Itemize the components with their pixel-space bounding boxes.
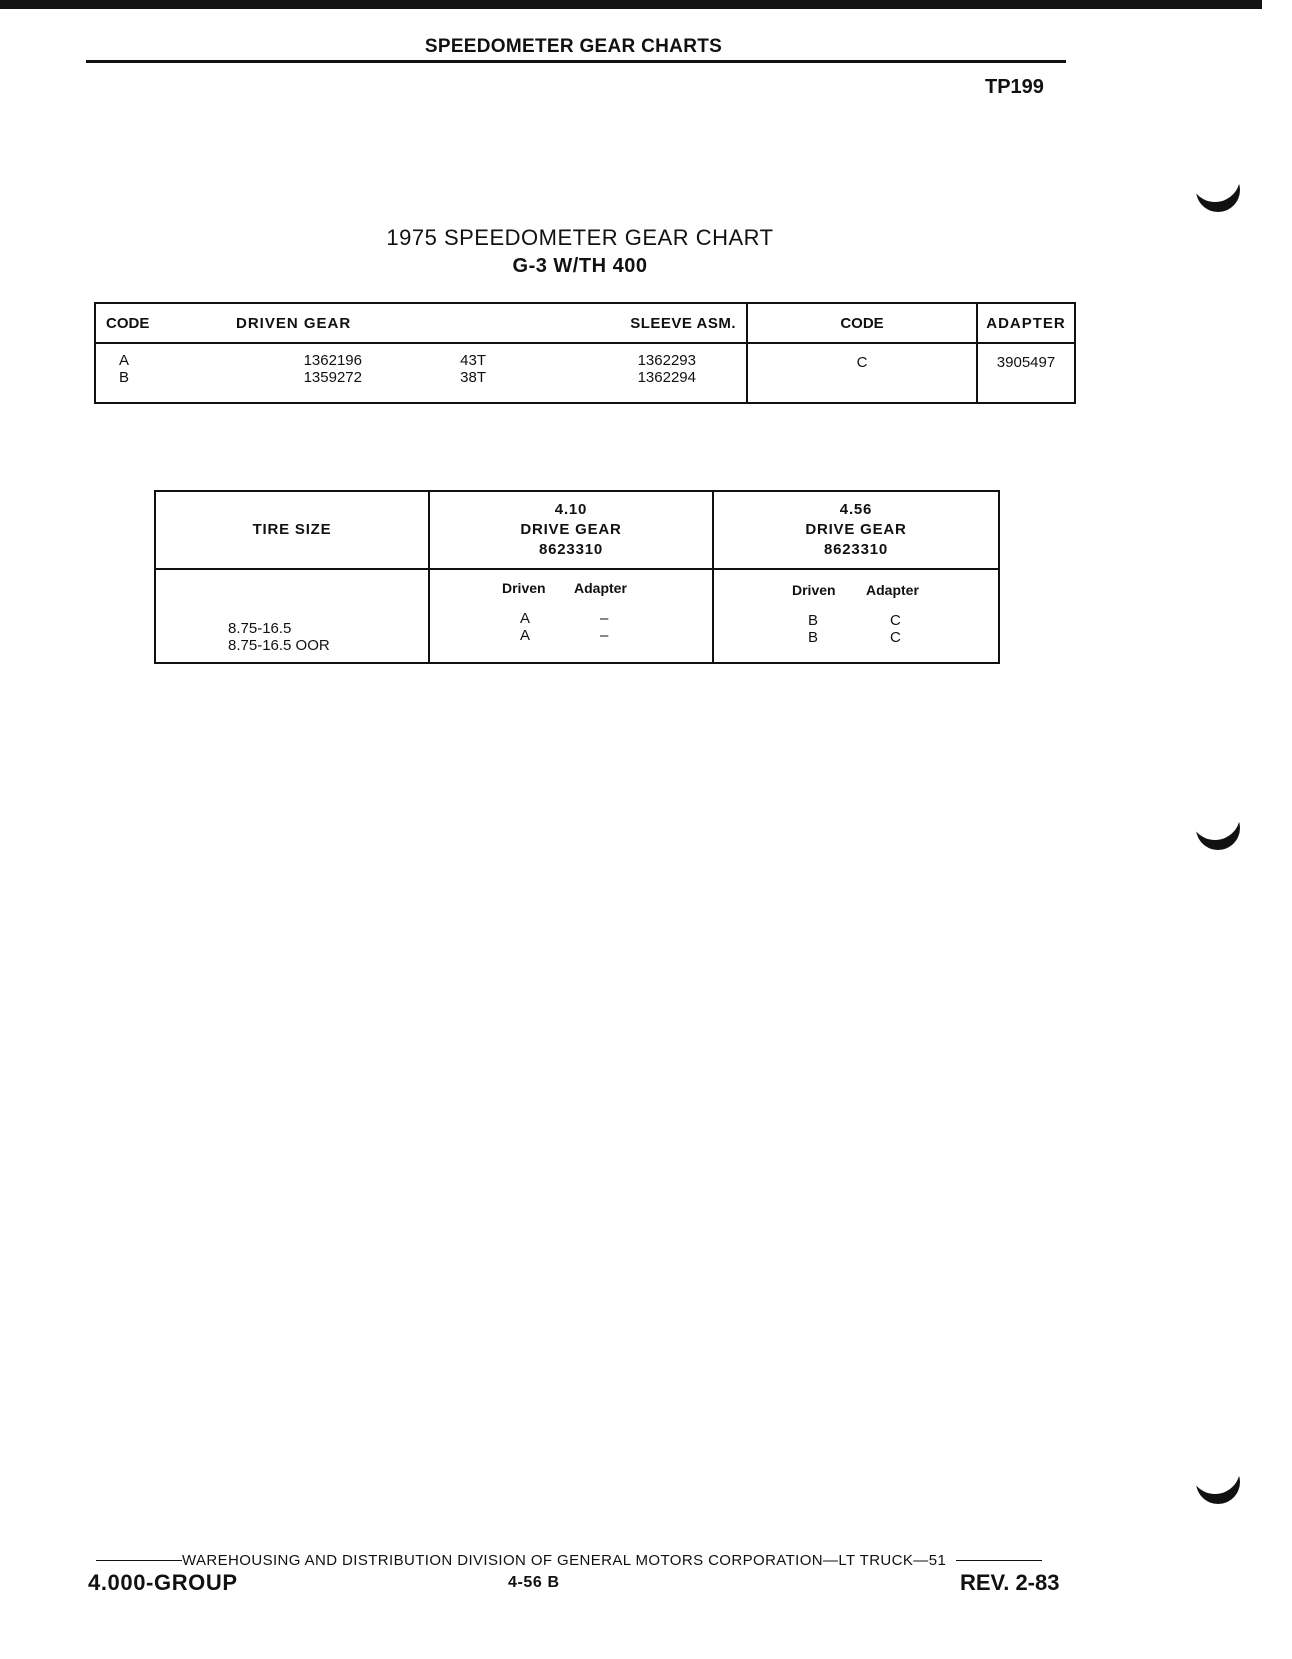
adapter-subheader: Adapter — [866, 582, 919, 598]
driven-value: A — [520, 610, 531, 627]
adapter-value: – — [600, 627, 609, 644]
table-row — [96, 352, 746, 369]
binder-hole-icon — [1196, 168, 1240, 212]
drive-gear-part: 8623310 — [539, 541, 603, 558]
table-row — [808, 629, 998, 646]
tire-size-value: 8.75-16.5 — [228, 620, 292, 637]
table-row — [808, 612, 998, 629]
row-gear: 1359272 — [303, 369, 362, 386]
adapter-value: C — [890, 612, 901, 629]
driven-value: B — [808, 612, 819, 629]
adapter-header: ADAPTER — [977, 303, 1075, 343]
code-header: CODE — [106, 314, 150, 332]
table-row — [520, 610, 712, 627]
header-underline — [86, 60, 1066, 63]
ratio-456: 4.56 — [839, 501, 873, 518]
drive-gear-label: DRIVE GEAR — [520, 521, 622, 538]
row-code: B — [118, 369, 129, 386]
footer-dash-left — [96, 1560, 182, 1561]
driven-subheader: Driven — [502, 580, 546, 596]
adapter-subheader: Adapter — [574, 580, 627, 596]
drive-gear-410-values-cell — [429, 569, 713, 663]
footer-dash-right — [956, 1560, 1042, 1561]
document-code: TP199 — [985, 76, 1044, 98]
drive-gear-456-values-cell — [713, 569, 999, 663]
driven-gear-table — [94, 302, 1076, 404]
row-sleeve: 1362294 — [637, 369, 696, 386]
sleeve-asm-header: SLEEVE ASM. — [630, 314, 736, 332]
drive-gear-456-header — [713, 491, 999, 569]
binder-hole-icon — [1196, 1460, 1240, 1504]
driven-gear-rows-cell — [95, 343, 747, 403]
drive-gear-label: DRIVE GEAR — [805, 521, 907, 538]
adapter-value: C — [890, 629, 901, 646]
row-gear: 1362196 — [303, 352, 362, 369]
driven-subheader: Driven — [792, 582, 836, 598]
row-teeth: 38T — [460, 369, 486, 386]
row-sleeve: 1362293 — [637, 352, 696, 369]
footer-revision: REV. 2-83 — [960, 1570, 1060, 1595]
drive-gear-part: 8623310 — [824, 541, 888, 558]
tire-size-value: 8.75-16.5 OOR — [228, 637, 330, 654]
footer-group: 4.000-GROUP — [88, 1570, 238, 1595]
driven-gear-header-cell — [95, 303, 747, 343]
table-row — [96, 369, 746, 386]
driven-value: A — [520, 627, 531, 644]
footer-division-text: WAREHOUSING AND DISTRIBUTION DIVISION OF GENERAL MOTORS CORPORATION—LT TRUCK—51 — [182, 1552, 947, 1569]
drive-gear-410-header — [429, 491, 713, 569]
tire-size-table — [154, 490, 1000, 664]
binder-hole-icon — [1196, 806, 1240, 850]
chart-title — [300, 224, 860, 280]
row-code: A — [118, 352, 129, 369]
driven-gear-header: DRIVEN GEAR — [236, 314, 352, 332]
page-header-title: SPEEDOMETER GEAR CHARTS — [424, 36, 723, 57]
row-teeth: 43T — [460, 352, 486, 369]
chart-title-line1: 1975 SPEEDOMETER GEAR CHART — [386, 225, 774, 250]
adapter-value: – — [600, 610, 609, 627]
ratio-410: 4.10 — [554, 501, 588, 518]
chart-title-line2: G-3 W/TH 400 — [512, 255, 648, 277]
footer-division-line — [96, 1552, 1056, 1569]
footer-page-number: 4-56 B — [508, 1574, 560, 1591]
table-row — [520, 627, 712, 644]
driven-value: B — [808, 629, 819, 646]
code2-header: CODE — [747, 303, 977, 343]
top-border-rule — [0, 0, 1262, 9]
tire-size-values-cell — [155, 569, 429, 663]
code2-value: C — [747, 343, 977, 403]
adapter-value: 3905497 — [977, 343, 1075, 403]
tire-size-header: TIRE SIZE — [155, 491, 429, 569]
